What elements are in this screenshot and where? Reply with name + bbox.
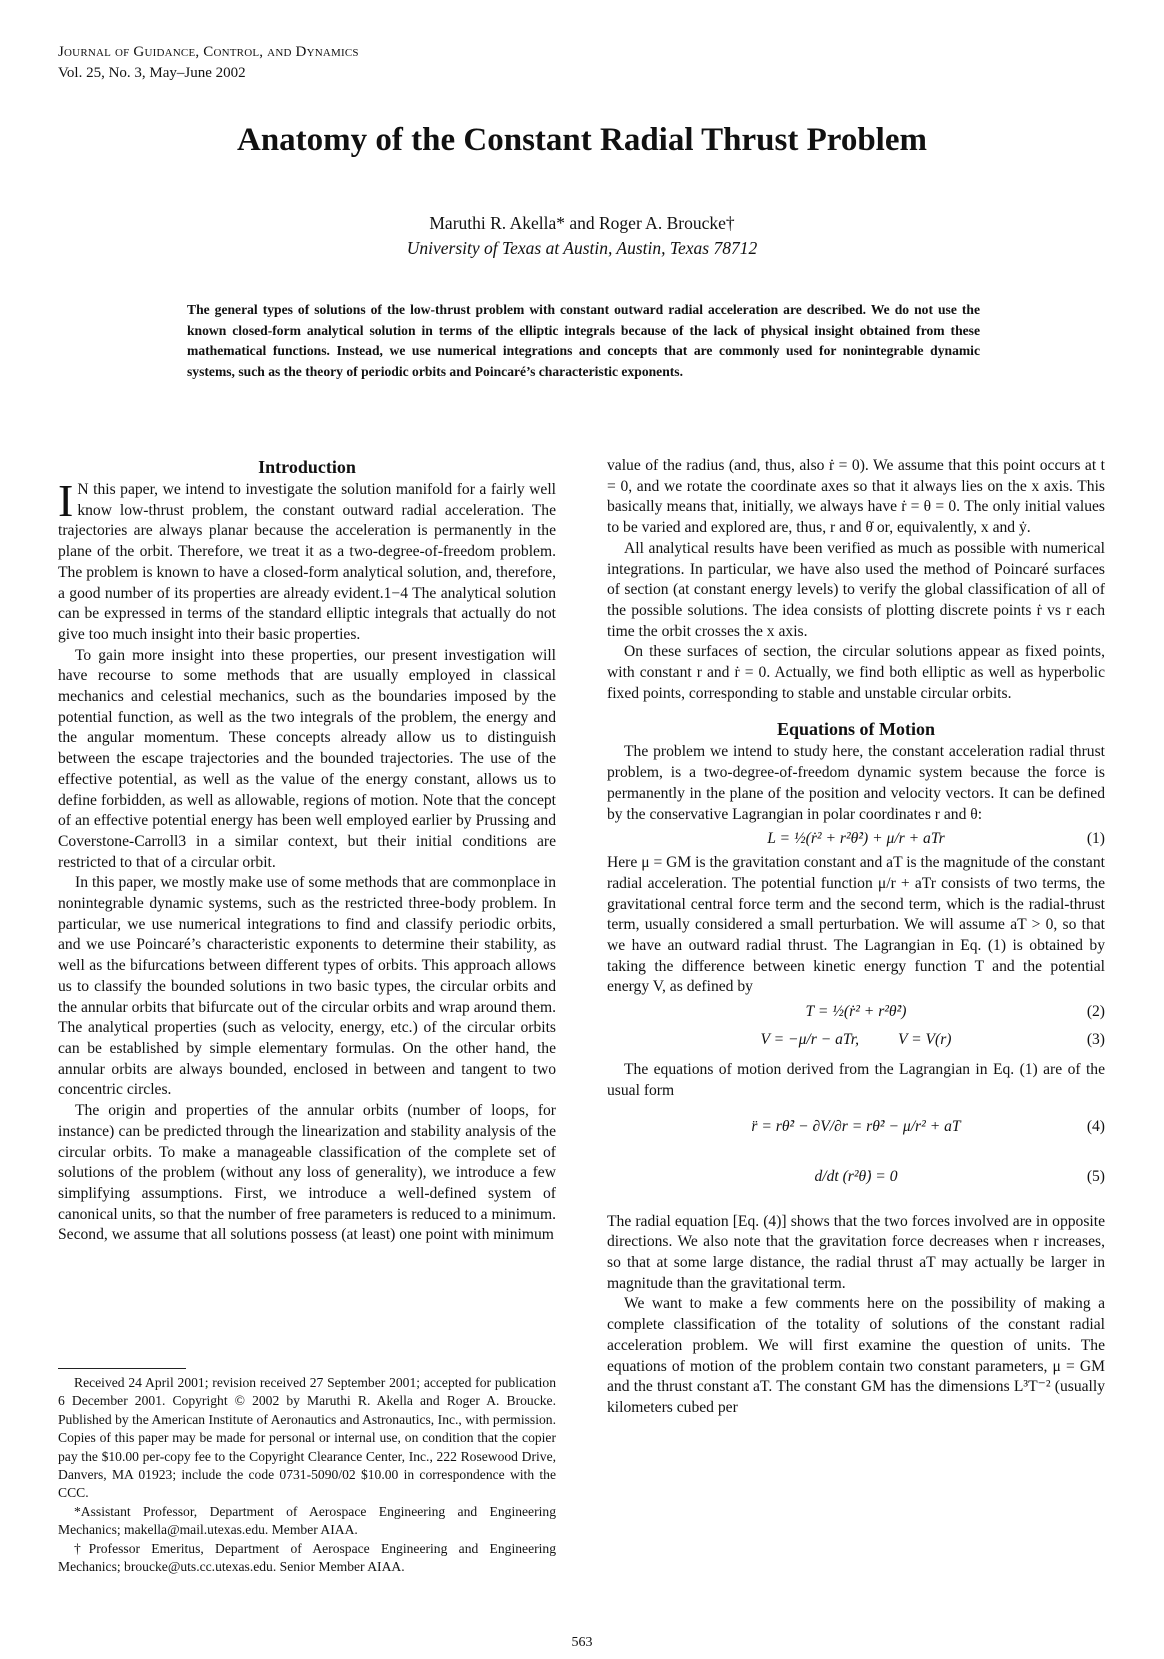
intro-paragraph-2: To gain more insight into these properties, our present investigation will have recourse to some methods that are usually employed in classical mechanics and celestial mechanics, such as the boundaries imposed by the potential function, as well as the two integrals of the problem, the energy and the angular momentum. These concepts already allow us to distinguish between the escape trajectories and the bounded trajectories. The use of the effective potential, as well as the value of the energy constant, allows us to define forbidden, as well as allowable, regions of motion. Note that the concept of an effective potential energy has been well employed earlier by Prussing and Coverstone-Carroll3 in a similar context, but their initial conditions are restricted to that of a circular orbit. — [58, 646, 556, 871]
footnote-broucke: †Professor Emeritus, Department of Aerospace Engineering and Engineering Mechanics; broucke@uts.cc.utexas.edu. Senior Member AIAA. — [58, 1540, 556, 1575]
left-column — [58, 456, 556, 1246]
equation-4-body: r̈ = rθ̇² − ∂V/∂r = rθ̇² − μ/r² + aT — [751, 1117, 961, 1135]
equation-2-number: (2) — [1086, 1003, 1105, 1021]
right-paragraph-2: All analytical results have been verified as much as possible with numerical integrations. In particular, we have also used the method of Poincaré surfaces of section (at constant energy levels) to verify the global classification of all of the possible solutions. The idea consists of plotting discrete points ṙ vs r each time the orbit crosses the x axis. — [607, 539, 1105, 640]
equations-paragraph-2: Here μ = GM is the gravitation constant and aT is the magnitude of the constant radial acceleration. The potential function μ/r + aTr consists of two terms, the gravitational central force term and the second term, which is the radial-thrust term, usually considered a small perturbation. We will assume aT > 0, so that we have an outward radial thrust. The Lagrangian in Eq. (1) is obtained by taking the difference between kinetic energy function T and the potential energy V, as defined by — [607, 854, 1105, 996]
intro-paragraph-4: The origin and properties of the annular orbits (number of loops, for instance) can be predicted through the linearization and stability analysis of the circular orbits. To make a manageable classification of the complete set of solutions of the problem (without any loss of generality), we introduce a few simplifying assumptions. First, we introduce a well-defined system of canonical units, so that the number of free parameters is reduced to a minimum. Second, we assume that all solutions possess (at least) one point with minimum — [58, 1102, 556, 1244]
equation-5-number: (5) — [1086, 1167, 1105, 1185]
journal-name: Journal of Guidance, Control, and Dynamics — [58, 44, 359, 60]
equation-3-number: (3) — [1086, 1031, 1105, 1049]
journal-header — [58, 42, 359, 84]
journal-issue: Vol. 25, No. 3, May–June 2002 — [58, 65, 246, 81]
author-affiliation: University of Texas at Austin, Austin, Texas 78712 — [406, 238, 758, 258]
section-heading-introduction: Introduction — [258, 457, 356, 477]
abstract: The general types of solutions of the low-thrust problem with constant outward radial acceleration are described. We do not use the known closed-form analytical solution in terms of the elliptic integrals because of the lack of physical insight obtained from these mathematical functions. Instead, we use numerical integrations and concepts that are commonly used for nonintegrable dynamic systems, such as the theory of periodic orbits and Poincaré’s characteristic exponents. — [187, 302, 980, 379]
equations-paragraph-5: We want to make a few comments here on the possibility of making a complete classification of the totality of solutions of the constant radial acceleration problem. We will first examine the question of units. The equations of motion of the problem contain two constant parameters, μ = GM and the thrust constant aT. The constant GM has the dimensions L³T⁻² (usually kilometers cubed per — [607, 1295, 1105, 1416]
equation-4-number: (4) — [1086, 1117, 1105, 1135]
intro-paragraph-3: In this paper, we mostly make use of some methods that are commonplace in nonintegrable dynamic systems, such as the restricted three-body problem. In particular, we use numerical integrations to find and classify periodic orbits, and we use Poincaré’s characteristic exponents to determine their stability, as well as the bifurcations between different types of orbits. This approach allows us to classify the bounded solutions in two basic types, the circular orbits and the annular orbits that bifurcate out of the circular orbits and wrap around them. The analytical properties (such as velocity, energy, etc.) of the circular orbits can be established by simple elementary formulas. On the other hand, the annular orbits are always bounded, enclosed in between and tangent to two concentric circles. — [58, 874, 556, 1099]
section-heading-equations: Equations of Motion — [776, 719, 936, 740]
equation-4 — [607, 1102, 1105, 1152]
author-block — [0, 211, 1164, 261]
equation-2-body: T = ½(ṙ² + r²θ̇²) — [805, 1003, 907, 1021]
equation-3-body: V = −μ/r − aTr, V = V(r) — [760, 1031, 952, 1049]
right-column — [607, 456, 1105, 1419]
author-names: Maruthi R. Akella* and Roger A. Broucke† — [429, 213, 735, 233]
intro-paragraph-1 — [58, 475, 556, 646]
equation-3 — [607, 1026, 1105, 1054]
equation-1-body: L = ½(ṙ² + r²θ̇²) + μ/r + aTr — [767, 830, 945, 848]
equation-5-body: d/dt (r²θ̇) = 0 — [814, 1167, 898, 1185]
equations-paragraph-3: The equations of motion derived from the Lagrangian in Eq. (1) are of the usual form — [607, 1061, 1105, 1099]
footnote-rule — [58, 1368, 186, 1369]
page-number: 563 — [571, 1635, 593, 1650]
footnotes — [58, 1374, 556, 1576]
equation-1-number: (1) — [1086, 830, 1105, 848]
drop-cap: I — [58, 475, 74, 526]
footnote-received: Received 24 April 2001; revision received 27 September 2001; accepted for publication 6 December 2001. Copyright © 2002 by Maruthi R. Akella and Roger A. Broucke. Published by the American Institute of Aeronautics and Astronautics, Inc., with permission. Copies of this paper may be made for personal or internal use, on condition that the copier pay the $10.00 per-copy fee to the Copyright Clearance Center, Inc., 222 Rosewood Drive, Danvers, MA 01923; include the code 0731-5090/02 $10.00 in correspondence with the CCC. — [58, 1375, 556, 1501]
equations-paragraph-4: The radial equation [Eq. (4)] shows that the two forces involved are in opposite directions. We also note that the gravitation force decreases when r increases, so that at some large distance, the radial thrust aT may actually be larger in magnitude than the gravitational term. — [607, 1212, 1105, 1292]
footnote-akella: *Assistant Professor, Department of Aerospace Engineering and Engineering Mechanics; makella@mail.utexas.edu. Member AIAA. — [58, 1503, 556, 1538]
intro-paragraph-1-text: N this paper, we intend to investigate the solution manifold for a fairly well know low-thrust problem, the constant outward radial acceleration. The trajectories are always planar because the acceleration is permanently in the plane of the orbit. Therefore, we treat it as a two-degree-of-freedom problem. The problem is known to have a closed-form analytical solution, and, therefore, a good number of its properties are already evident.1−4 The analytical solution can be expressed in terms of the standard elliptic integrals that actually do not give too much insight into their basic properties. — [58, 481, 556, 643]
right-paragraph-1: value of the radius (and, thus, also ṙ = 0). We assume that this point occurs at t = 0, and we rotate the coordinate axes so that it always lies on the x axis. This basically means that, initially, we always have ṙ = θ = 0. The only initial values to be varied and explored are, thus, r and θ̇ or, equivalently, x and ẏ. — [607, 457, 1105, 537]
equation-5 — [607, 1152, 1105, 1202]
right-paragraph-3: On these surfaces of section, the circular solutions appear as fixed points, with constant r and ṙ = 0. Actually, we find both elliptic as well as hyperbolic fixed points, corresponding to stable and unstable circular orbits. — [607, 643, 1105, 702]
equations-paragraph-1: The problem we intend to study here, the constant acceleration radial thrust problem, is a two-degree-of-freedom dynamic system because the force is permanently in the plane of the position and velocity vectors. It can be defined by the conservative Lagrangian in polar coordinates r and θ: — [607, 743, 1105, 823]
equation-1 — [607, 825, 1105, 853]
equation-2 — [607, 998, 1105, 1026]
paper-title: Anatomy of the Constant Radial Thrust Problem — [237, 122, 927, 158]
